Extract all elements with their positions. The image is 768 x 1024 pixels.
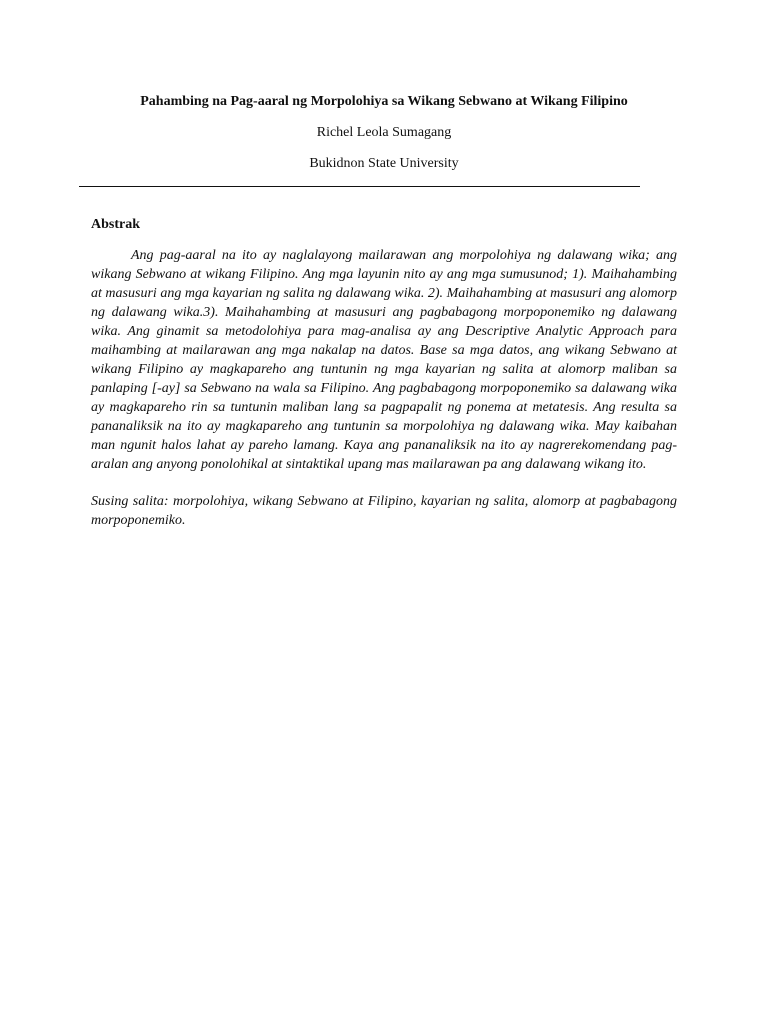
keywords-paragraph: Susing salita: morpolohiya, wikang Sebwano at Filipino, kayarian ng salita, alomorp at pagbabagong morpoponemiko. (91, 494, 677, 528)
abstract-heading: Abstrak (91, 217, 141, 232)
header-divider (79, 186, 640, 187)
author-name: Richel Leola Sumagang (316, 125, 452, 140)
abstract-paragraph: Ang pag-aaral na ito ay naglalayong mailarawan ang morpolohiya ng dalawang wika; ang wikang Sebwano at wikang Filipino. Ang mga layunin nito ay ang mga sumusunod; 1). Maihahambing at masusuri ang mga kayarian ng salita ng dalawang wika. 2). Maihahambing at masusuri ang alomorp ng dalawang wika.3). Maihahambing at masusuri ang pagbabagong morpoponemiko ng dalawang wika. Ang ginamit sa metodolohiya para mag-analisa ay ang Descriptive Analytic Approach para maihambing at mailarawan ang mga nakalap na datos. Base sa mga datos, ang wikang Sebwano at wikang Filipino ay magkapareho ang tuntunin ng mga kayarian ng salita at alomorp maliban sa panlaping [-ay] sa Sebwano na wala sa Filipino. Ang pagbabagong morpoponemiko sa dalawang wika ay magkapareho rin sa tuntunin maliban lang sa pagpapalit ng ponema at metatesis. Ang resulta sa pananaliksik na ito ay magkapareho ang tuntunin sa morpolohiya ng dalawang wika. May kaibahan man ngunit halos lahat ay pareho lamang. Kaya ang pananaliksik na ito ay nagrerekomendang pag-aralan ang anyong ponolohikal at sintaktikal upang mas mailarawan pa ang dalawang wikang ito. (91, 248, 677, 472)
paper-title: Pahambing na Pag-aaral ng Morpolohiya sa Wikang Sebwano at Wikang Filipino (140, 94, 628, 109)
author-affiliation: Bukidnon State University (309, 156, 459, 171)
